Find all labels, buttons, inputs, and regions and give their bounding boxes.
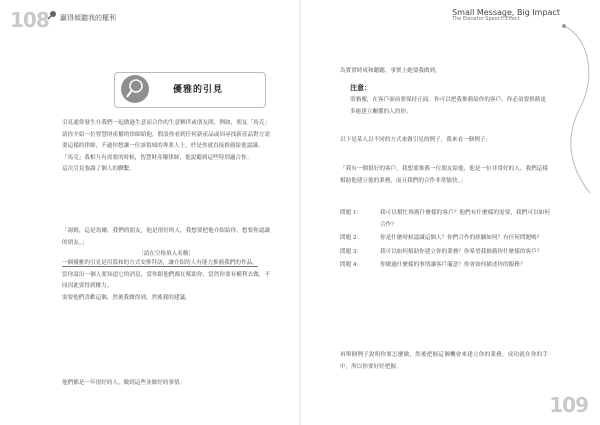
right-running-head: Small Message, Big Impact The Elevator Speech Effect	[452, 8, 560, 23]
left-paragraph-2: 一個優雅的引見是用溫和的方式安排拜訪，讓介紹的人有能力推薦我們的作品。 當你說出一個人要知道它的消息，當你跟他們都在幫助你，當然你要有權利去做，不同因此要得到權力。 需要他們喜歡這個，然後我做得到，然後我的建議。	[62, 260, 270, 301]
microphone-icon	[47, 10, 57, 20]
decorative-swirl	[560, 18, 600, 198]
question-item: 問題 1： 我可以幫忙推薦什麼樣的客戶？他們有什麼樣的需要，我們可以如何合作？	[340, 210, 550, 228]
section-title: 優雅的引見	[173, 85, 224, 95]
right-page-number: 109	[549, 393, 588, 417]
question-list	[340, 208, 550, 274]
question-item: 問題 3： 我可以如何幫助你建立你的業務？你希望我推薦你什麼樣的客戶？	[340, 248, 543, 255]
section-title-box	[114, 72, 266, 108]
note-text: 別猶豫，在客戶面前要保持正面。你可以把我推薦給你的客戶，你必須要推薦更多能建立關係的人的你。	[350, 97, 546, 115]
right-paragraph-1: 以下是某人以不同的方式來做引見的例子，我來看一個例子：	[340, 137, 492, 143]
left-page-number: 108	[10, 8, 49, 32]
right-opening: 為實實時成和聽聽，事實上她要我做到。	[340, 68, 441, 74]
question-item: 問題 4： 你做過什麼樣的事情讓客戶滿意？你會如何描述你的服務？	[340, 262, 526, 269]
note-heading: 注意：	[350, 84, 371, 92]
question-item: 問題 2： 你是什麼時候認識這個人？你們合作的經驗如何？有任何問題嗎？	[340, 235, 543, 242]
microphone-icon	[121, 75, 149, 103]
right-paragraph-3: 再舉個例子說明你要怎麼做，然後把握這個機會來建立你的業務，成功就在你的手中，所以你要好好把握。	[340, 352, 548, 370]
left-paragraph-3: 他們都是一年很好的人，做到這些並做好的事情。	[62, 380, 186, 386]
left-running-head: 贏得傾聽我的權利	[60, 14, 116, 22]
book-gutter	[299, 0, 301, 425]
left-paragraph-quote: 「湯姆，這是馬爾，我們的朋友，他是很好的人，我想要把他介紹給你，想要你認識的朋友。」	[62, 228, 270, 246]
left-paragraph-1: 引見通常發生在我們一起做過生意而合作的生意夥伴或朋友間，例如，朋友「馬克」請你介紹一位智慧財產權的律師給他，假設你看到任何新產品或因尋找新產品對方需要這樣的律師，不過你想讓一位該領域的專業人士，於是你就直接推薦給他認識。 「馬克」我相互有需要的時候，智慧財產權律師，他說聽到這些特別適合你。 這次引見強調了個人的聯繫。	[62, 120, 270, 173]
right-paragraph-2: 「我有一個很好的客戶，我想要推薦一位朋友給他，他是一位非常好的人，我們這樣幫助他建立他的業務，而且我們的合作非常愉快。」	[340, 166, 548, 184]
blank-fill-hint: 〔請在空格填入名稱〕	[138, 251, 194, 257]
